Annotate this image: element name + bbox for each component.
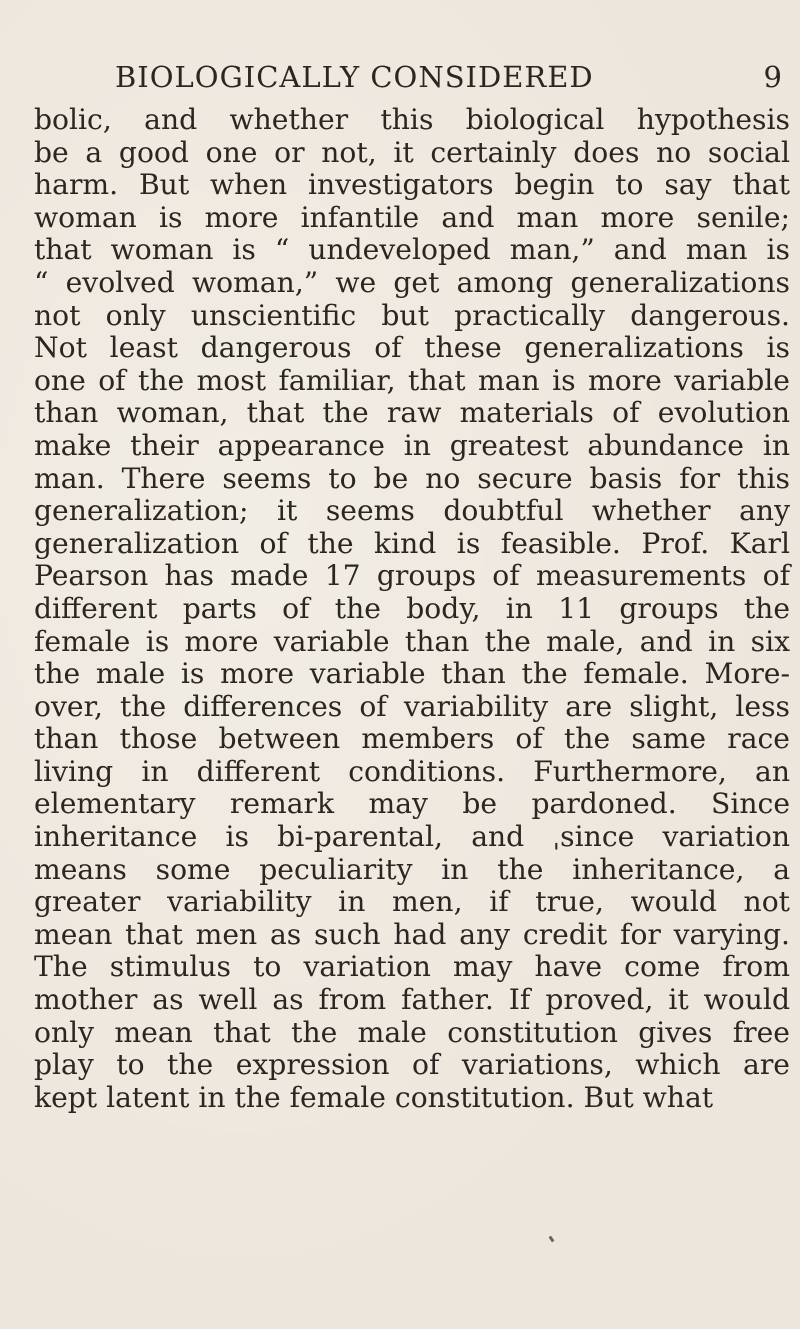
text-line: bolic, and whether this biological hypothesis bbox=[34, 103, 790, 136]
text-line: living in different conditions. Furthermore, an bbox=[34, 754, 790, 788]
page-number: 9 bbox=[763, 60, 782, 94]
text-line: The stimulus to variation may have come from bbox=[34, 950, 790, 984]
text-line: only mean that the male constitution gives free bbox=[34, 1015, 790, 1049]
text-line: that woman is “ undeveloped man,” and man is bbox=[34, 233, 790, 267]
text-line: woman is more infantile and man more senile; bbox=[34, 200, 790, 234]
text-line: one of the most familiar, that man is more variable bbox=[34, 363, 790, 397]
text-line: man. There seems to be no secure basis for this bbox=[34, 461, 790, 495]
text-line: inheritance is bi-parental, and ˌsince variation bbox=[34, 820, 790, 854]
text-line: generalization of the kind is feasible. Prof. Karl bbox=[34, 526, 790, 560]
text-line: the male is more variable than the female. More- bbox=[34, 657, 790, 691]
text-line: female is more variable than the male, and in six bbox=[34, 624, 790, 658]
running-head bbox=[34, 60, 790, 104]
text-line: than those between members of the same race bbox=[34, 722, 790, 756]
text-line: elementary remark may be pardoned. Since bbox=[34, 787, 790, 821]
text-line: over, the differences of variability are slight, less bbox=[34, 689, 790, 723]
text-line: means some peculiarity in the inheritance, a bbox=[34, 852, 790, 886]
text-line: greater variability in men, if true, would not bbox=[34, 885, 790, 919]
ink-speck bbox=[549, 1236, 555, 1243]
text-line: Pearson has made 17 groups of measurements of bbox=[34, 559, 790, 593]
text-line: different parts of the body, in 11 groups the bbox=[34, 591, 790, 625]
book-page bbox=[34, 60, 790, 1114]
text-line: make their appearance in greatest abundance in bbox=[34, 428, 790, 462]
text-line: mean that men as such had any credit for varying. bbox=[34, 917, 790, 951]
text-line: “ evolved woman,” we get among generalizations bbox=[34, 265, 790, 299]
text-line: play to the expression of variations, which are bbox=[34, 1048, 790, 1082]
text-line: Not least dangerous of these generalizations is bbox=[34, 331, 790, 365]
text-line: be a good one or not, it certainly does no social bbox=[34, 135, 790, 169]
text-line: not only unscientific but practically dangerous. bbox=[34, 298, 790, 332]
running-title: BIOLOGICALLY CONSIDERED bbox=[115, 60, 594, 94]
text-line: harm. But when investigators begin to say that bbox=[34, 168, 790, 202]
text-line: kept latent in the female constitution. But what bbox=[34, 1080, 714, 1114]
text-line: generalization; it seems doubtful whether any bbox=[34, 494, 790, 528]
text-line: mother as well as from father. If proved, it would bbox=[34, 983, 790, 1017]
body-paragraph bbox=[34, 104, 790, 1114]
text-line: than woman, that the raw materials of evolution bbox=[34, 396, 790, 430]
